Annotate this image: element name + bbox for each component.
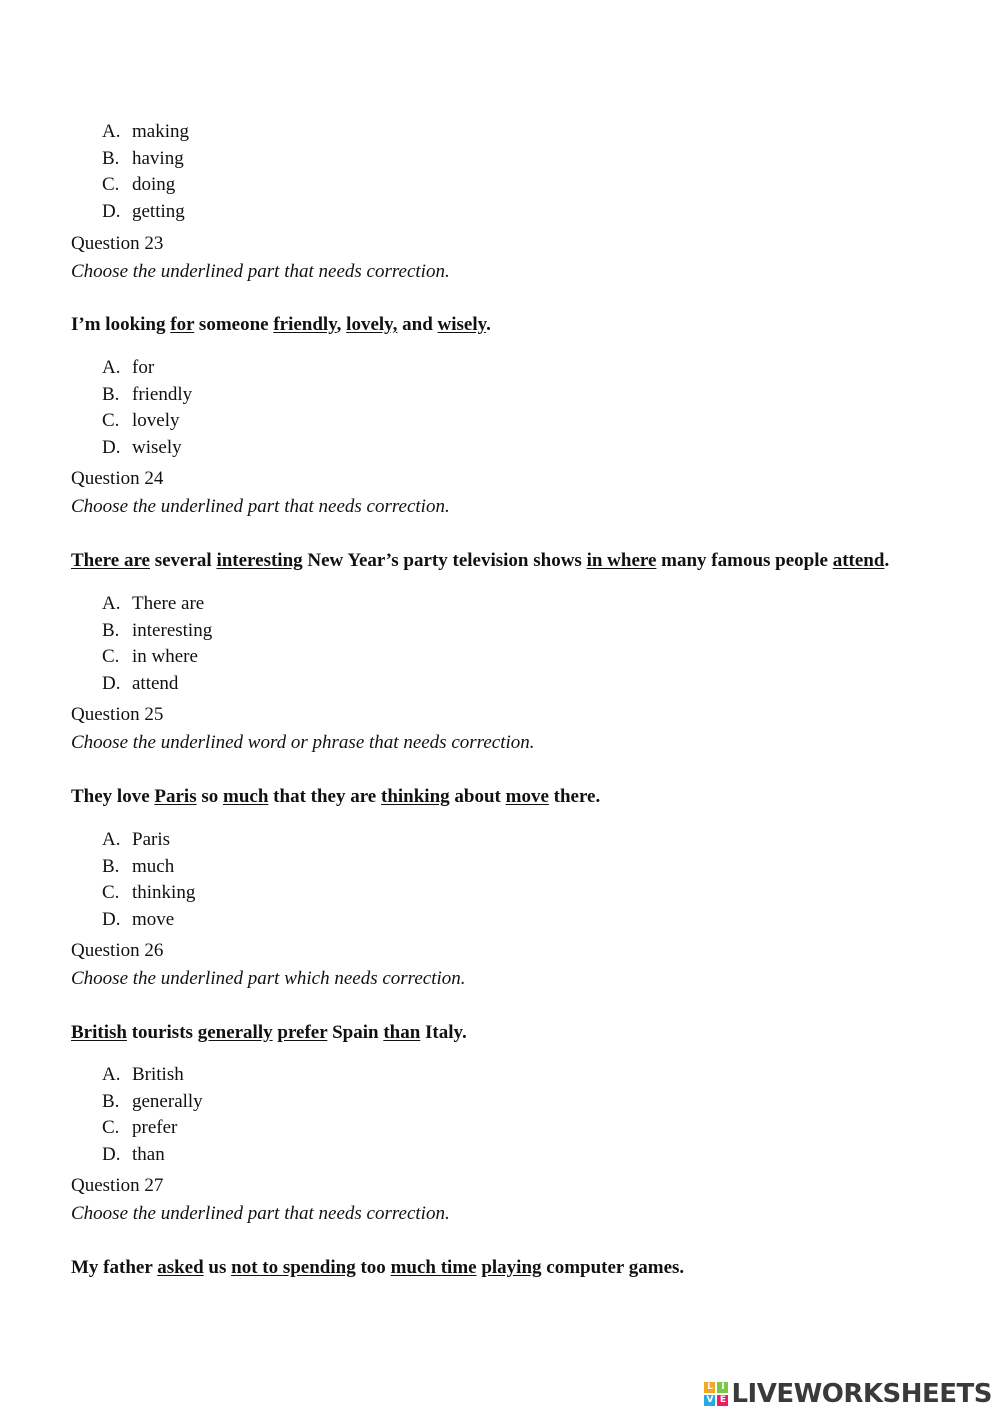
q26-sentence: British tourists generally prefer Spain than Italy. [71, 1022, 467, 1043]
logo-cell-v: V [704, 1395, 715, 1406]
q23-options [102, 355, 192, 461]
logo-cell-l: L [704, 1382, 715, 1393]
q24-instruction: Choose the underlined part that needs correction. [71, 496, 450, 517]
q24-option-c[interactable]: C. in where [102, 646, 198, 668]
q24-option-b[interactable]: B. interesting [102, 619, 213, 641]
q23-option-c[interactable]: C. lovely [102, 410, 180, 432]
q24-option-d[interactable]: D. attend [102, 672, 179, 694]
q25-instruction: Choose the underlined word or phrase that needs correction. [71, 732, 535, 753]
q22-option-b[interactable]: B. having [102, 147, 184, 169]
q22-option-a[interactable]: A. making [102, 121, 189, 142]
q26-option-d[interactable]: D. than [102, 1143, 165, 1165]
logo-text: LIVEWORKSHEETS [731, 1379, 992, 1409]
q24-option-a[interactable]: A. There are [102, 593, 205, 614]
q23-instruction: Choose the underlined part that needs correction. [71, 261, 450, 282]
logo-cell-i: I [717, 1382, 728, 1393]
q23-option-d[interactable]: D. wisely [102, 436, 182, 458]
q27-sentence: My father asked us not to spending too much time playing computer games. [71, 1257, 685, 1278]
q23-sentence: I’m looking for someone friendly, lovely, and wisely. [71, 314, 491, 335]
q22-option-c[interactable]: C. doing [102, 174, 176, 196]
liveworksheets-logo [704, 1376, 992, 1412]
q27-instruction: Choose the underlined part that needs correction. [71, 1203, 450, 1224]
q25-option-c[interactable]: C. thinking [102, 882, 196, 904]
q25-option-b[interactable]: B. much [102, 855, 175, 877]
q27-title: Question 27 [71, 1175, 164, 1196]
q24-sentence: There are several interesting New Year’s party television shows in where many famous people attend. [71, 550, 890, 571]
q26-option-a[interactable]: A. British [102, 1064, 184, 1085]
q22-option-d[interactable]: D. getting [102, 200, 185, 222]
q26-option-c[interactable]: C. prefer [102, 1117, 178, 1139]
q26-instruction: Choose the underlined part which needs correction. [71, 968, 466, 989]
logo-cell-e: E [717, 1395, 728, 1406]
q25-option-d[interactable]: D. move [102, 908, 175, 930]
q24-options [102, 591, 212, 697]
q24-title: Question 24 [71, 468, 164, 489]
q26-option-b[interactable]: B. generally [102, 1090, 203, 1112]
q25-options [102, 827, 195, 933]
logo-icon [704, 1382, 728, 1406]
q23-option-a[interactable]: A. for [102, 357, 155, 378]
q25-option-a[interactable]: A. Paris [102, 829, 170, 850]
q25-sentence: They love Paris so much that they are thinking about move there. [71, 786, 601, 807]
q23-option-b[interactable]: B. friendly [102, 383, 193, 405]
q25-title: Question 25 [71, 704, 164, 725]
q26-options [102, 1062, 203, 1168]
q22-options [102, 119, 189, 225]
q23-title: Question 23 [71, 233, 164, 254]
q26-title: Question 26 [71, 940, 164, 961]
